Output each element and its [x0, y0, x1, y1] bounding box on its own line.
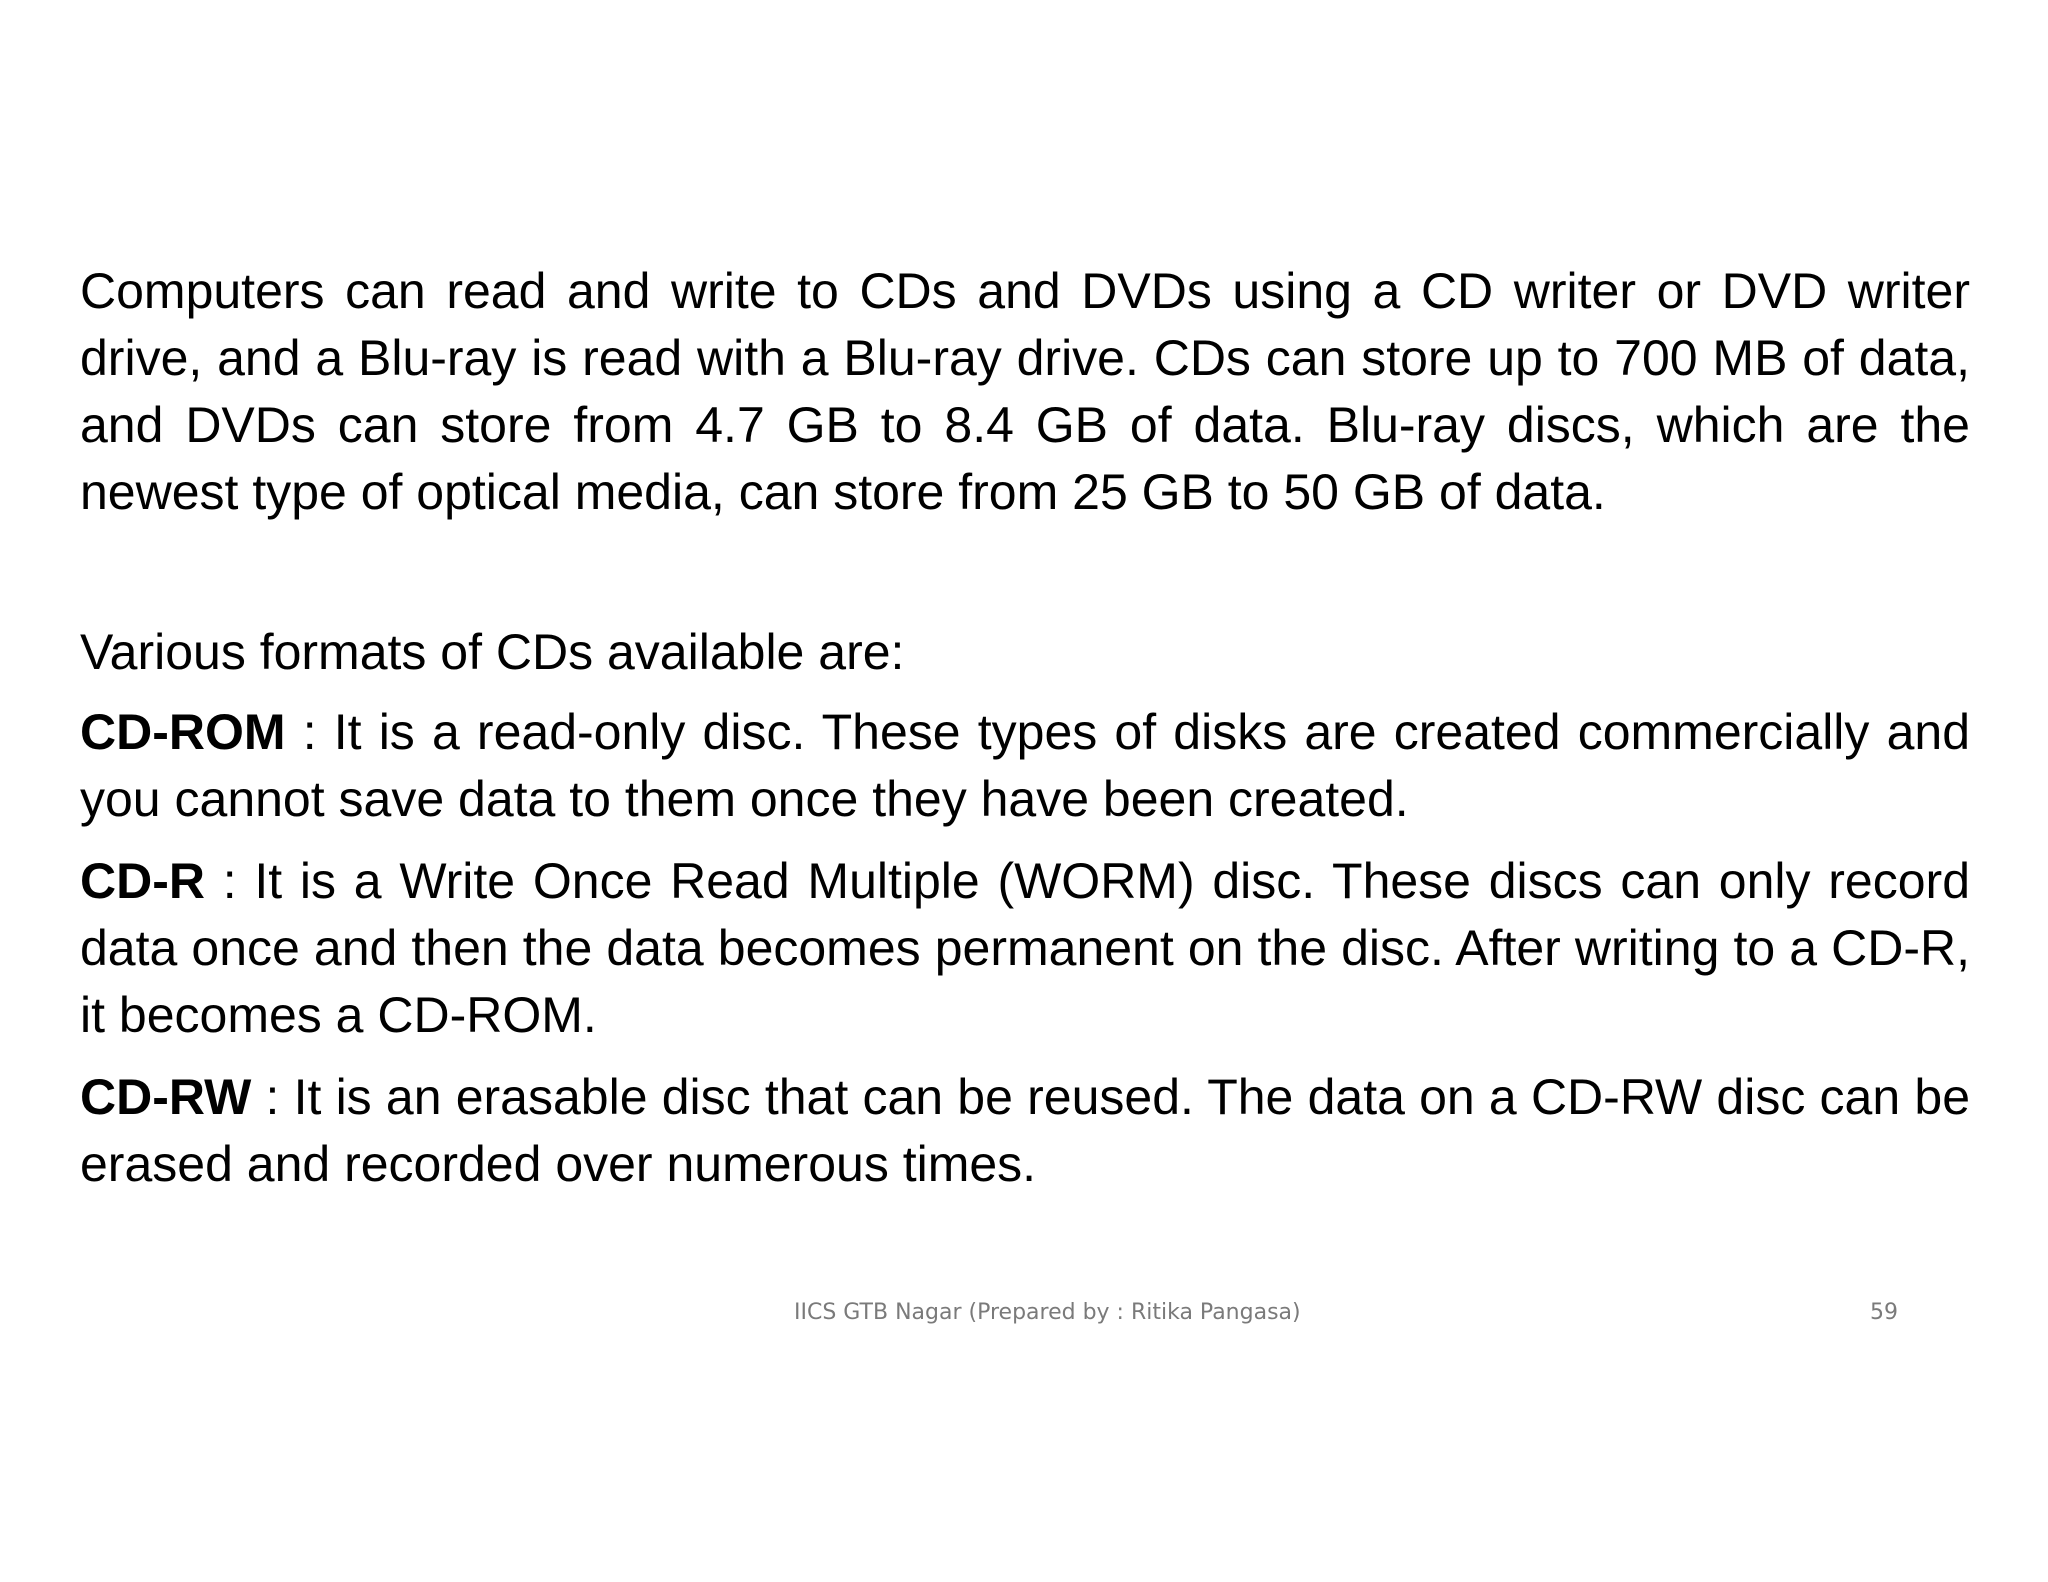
definition-text-cd-r: : It is a Write Once Read Multiple (WORM) disc. These discs can only record data once and then the data becomes permanent on the disc. After writing to a CD-R, it becomes a CD-ROM. — [80, 853, 1970, 1043]
formats-heading: Various formats of CDs available are: — [80, 624, 905, 680]
term-cd-rom: CD-ROM — [80, 704, 286, 760]
intro-paragraph: Computers can read and write to CDs and DVDs using a CD writer or DVD writer drive, and a Blu-ray is read with a Blu-ray drive. CDs can store up to 700 MB of data, and DVDs can store from 4.7 GB to 8.4 GB of data. Blu-ray discs, which are the newest type of optical media, can store from 25 GB to 50 GB of data. — [80, 263, 1970, 520]
definition-cd-rom — [80, 699, 1970, 833]
term-cd-r: CD-R — [80, 853, 205, 909]
footer-credit: IICS GTB Nagar (Prepared by : Ritika Pangasa) — [794, 1300, 1301, 1325]
definition-cd-rw — [80, 1064, 1970, 1198]
term-cd-rw: CD-RW — [80, 1069, 252, 1125]
slide-body — [80, 258, 1970, 1213]
definition-text-cd-rw: : It is an erasable disc that can be reused. The data on a CD-RW disc can be erased and recorded over numerous times. — [80, 1069, 1970, 1192]
page-number: 59 — [1870, 1300, 1898, 1325]
definition-cd-r — [80, 848, 1970, 1049]
definition-text-cd-rom: : It is a read-only disc. These types of disks are created commercially and you cannot save data to them once they have been created. — [80, 704, 1970, 827]
